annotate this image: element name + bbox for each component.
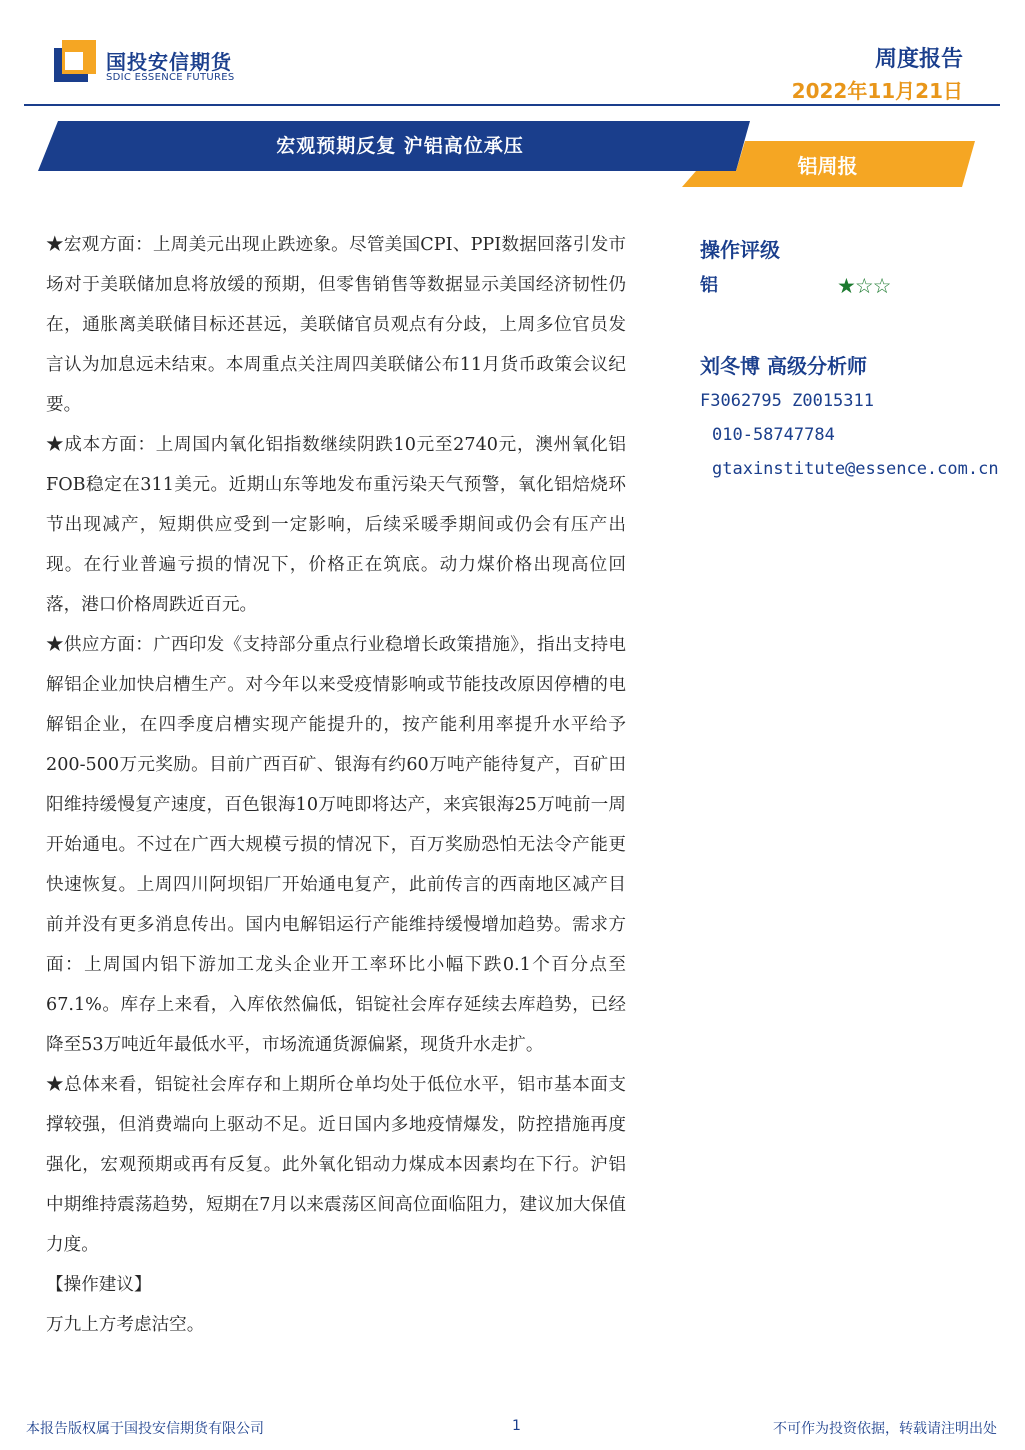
macro-paragraph: ★宏观方面：上周美元出现止跌迹象。尽管美国CPI、PPI数据回落引发市场对于美联储加息将放缓的预期，但零售销售等数据显示美国经济韧性仍在，通胀离美联储目标还甚远，美联储官员观点有分歧，上周多位官员发言认为加息远未结束。本周重点关注周四美联储公布11月货币政策会议纪要。 <box>46 235 627 415</box>
advice-heading: 【操作建议】 <box>46 1275 152 1295</box>
logo-text-cn: 国投安信期货 <box>106 50 232 74</box>
sidebar <box>700 232 1020 486</box>
rating-stars-icon: ★☆☆ <box>837 274 891 298</box>
summary-paragraph: ★总体来看，铝锭社会库存和上期所仓单均处于低位水平，铝市基本面支撑较强，但消费端向上驱动不足。近日国内多地疫情爆发，防控措施再度强化，宏观预期或再有反复。此外氧化铝动力煤成本因素均在下行。沪铝中期维持震荡趋势，短期在7月以来震荡区间高位面临阻力，建议加大保值力度。 <box>46 1075 626 1255</box>
license-number: F3062795 Z0015311 <box>700 391 874 411</box>
header-divider <box>24 104 1000 106</box>
rating-row <box>700 268 1020 304</box>
rating-item: 铝 <box>700 275 718 296</box>
logo-text-en: SDIC ESSENCE FUTURES <box>106 72 235 83</box>
company-logo <box>54 40 234 90</box>
phone-number: 010-58747784 <box>712 425 835 445</box>
analyst-name: 刘冬博 高级分析师 <box>700 354 867 378</box>
rating-heading: 操作评级 <box>700 238 780 262</box>
footer-copyright: 本报告版权属于国投安信期货有限公司 <box>26 1421 264 1437</box>
supply-paragraph: ★供应方面：广西印发《支持部分重点行业稳增长政策措施》，指出支持电解铝企业加快启槽生产。对今年以来受疫情影响或节能技改原因停槽的电解铝企业，在四季度启槽实现产能提升的，按产能利用率提升水平给予200-500万元奖励。目前广西百矿、银海有约60万吨产能待复产，百矿田阳维持缓慢复产速度，百色银海10万吨即将达产，来宾银海25万吨前一周开始通电。不过在广西大规模亏损的情况下，百万奖励恐怕无法令产能更快速恢复。上周四川阿坝铝厂开始通电复产，此前传言的西南地区减产目前并没有更多消息传出。国内电解铝运行产能维持缓慢增加趋势。需求方面：上周国内铝下游加工龙头企业开工率环比小幅下跌0.1个百分点至67.1%。库存上来看，入库依然偏低，铝锭社会库存延续去库趋势，已经降至53万吨近年最低水平，市场流通货源偏紧，现货升水走扩。 <box>46 635 626 1055</box>
cost-paragraph: ★成本方面：上周国内氧化铝指数继续阴跌10元至2740元，澳州氧化铝FOB稳定在311美元。近期山东等地发布重污染天气预警，氧化铝焙烧环节出现减产，短期供应受到一定影响，后续采暖季期间或仍会有压产出现。在行业普遍亏损的情况下，价格正在筑底。动力煤价格出现高位回落，港口价格周跌近百元。 <box>46 435 626 615</box>
report-date: 2022年11月21日 <box>791 79 963 103</box>
page-number: 1 <box>512 1418 521 1434</box>
report-body <box>46 225 626 1345</box>
advice-text: 万九上方考虑沽空。 <box>46 1315 205 1335</box>
report-type: 周度报告 <box>874 47 963 72</box>
banner-title: 宏观预期反复 沪铝高位承压 <box>276 135 524 157</box>
email-address[interactable]: gtaxinstitute@essence.com.cn <box>712 459 999 479</box>
banner-tag: 铝周报 <box>797 154 858 178</box>
footer-disclaimer: 不可作为投资依据，转载请注明出处 <box>773 1421 997 1437</box>
logo-mark-icon <box>54 40 96 82</box>
